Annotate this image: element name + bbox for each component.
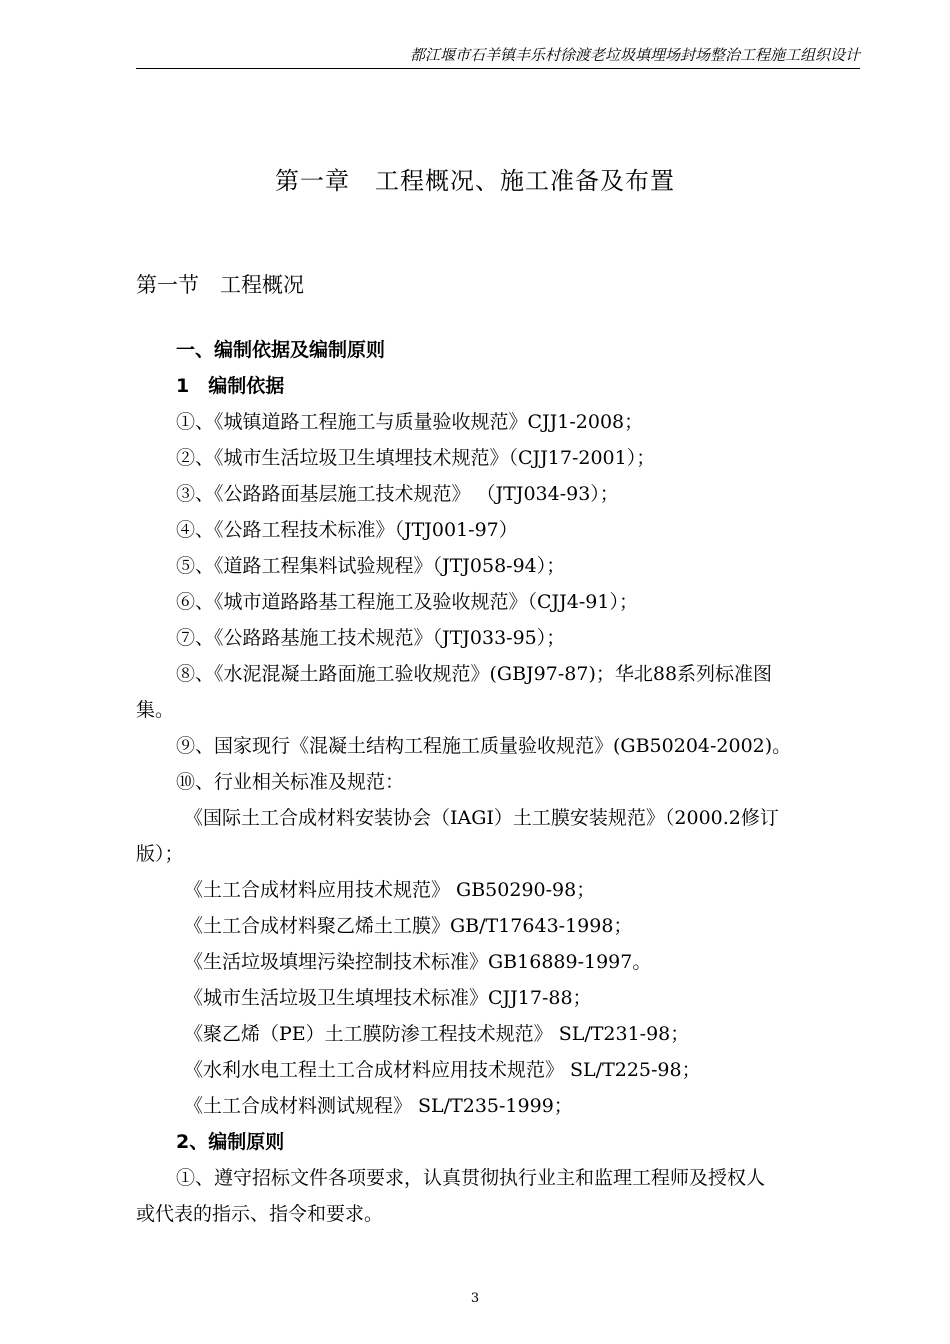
iagi-standard: 《国际土工合成材料安装协会（IAGI）土工膜安装规范》（2000.2修订 (184, 807, 779, 829)
standard-item: 《生活垃圾填埋污染控制技术标准》GB16889-1997。 (184, 951, 652, 973)
standard-item: 《城市生活垃圾卫生填埋技术标准》CJJ17-88； (184, 987, 592, 1009)
heading-basis: 1 编制依据 (176, 375, 285, 397)
basis-item: ⑤、《道路工程集料试验规程》（JTJ058-94）； (176, 555, 566, 577)
basis-item: ②、《城市生活垃圾卫生填埋技术规范》（CJJ17-2001）； (176, 447, 656, 469)
iagi-standard-cont: 版）； (136, 843, 184, 865)
basis-item: ③、《公路路面基层施工技术规范》 （JTJ034-93）； (176, 483, 619, 505)
principle-item: ①、遵守招标文件各项要求，认真贯彻执行业主和监理工程师及授权人 (176, 1167, 766, 1189)
header-divider (136, 68, 860, 69)
basis-item: ⑦、《公路路基施工技术规范》（JTJ033-95）； (176, 627, 566, 649)
basis-item-9: ⑨、国家现行《混凝土结构工程施工质量验收规范》(GB50204-2002)。 (176, 735, 792, 757)
standard-item: 《土工合成材料应用技术规范》 GB50290-98； (184, 879, 596, 901)
heading-principles: 2、编制原则 (176, 1131, 285, 1153)
page-header: 都江堰市石羊镇丰乐村徐渡老垃圾填埋场封场整治工程施工组织设计 (409, 46, 860, 64)
standard-item: 《土工合成材料聚乙烯土工膜》GB/T17643-1998； (184, 915, 633, 937)
section-title: 第一节 工程概况 (136, 273, 304, 297)
basis-item-8: ⑧、《水泥混凝土路面施工验收规范》(GBJ97-87)；华北88系列标准图 (176, 663, 773, 685)
principle-item-cont: 或代表的指示、指令和要求。 (136, 1203, 384, 1225)
chapter-title: 第一章 工程概况、施工准备及布置 (275, 167, 675, 195)
heading-basis-principles: 一、编制依据及编制原则 (176, 339, 386, 361)
document-body (136, 332, 860, 1232)
basis-item: ④、《公路工程技术标准》（JTJ001-97） (176, 519, 518, 541)
standard-item: 《水利水电工程土工合成材料应用技术规范》 SL/T225-98； (184, 1059, 701, 1081)
basis-item-10: ⑩、行业相关标准及规范： (176, 771, 405, 793)
page-number: 3 (470, 1291, 480, 1306)
basis-item: ①、《城镇道路工程施工与质量验收规范》CJJ1-2008； (176, 411, 644, 433)
standard-item: 《聚乙烯（PE）土工膜防渗工程技术规范》 SL/T231-98； (184, 1023, 690, 1045)
basis-item-8-cont: 集。 (136, 699, 175, 721)
standard-item: 《土工合成材料测试规程》 SL/T235-1999； (184, 1095, 573, 1117)
basis-item: ⑥、《城市道路路基工程施工及验收规范》（CJJ4-91）； (176, 591, 638, 613)
